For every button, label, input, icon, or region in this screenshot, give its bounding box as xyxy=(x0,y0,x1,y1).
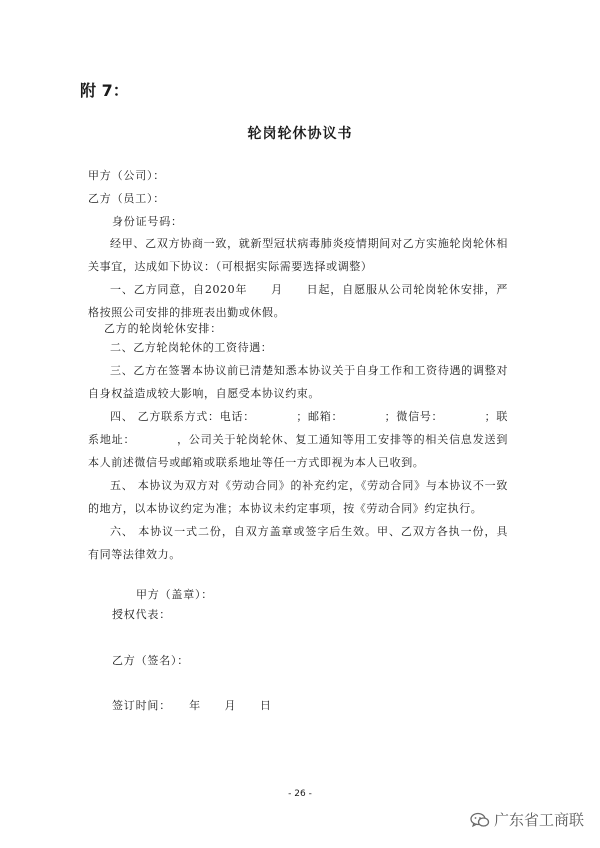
signature-party-b: 乙方（签名）： xyxy=(112,654,190,667)
rotation-arrangement-line: 乙方的轮岗轮休安排： xyxy=(104,322,222,335)
paragraph-4: 四、 乙方联系方式：电话： ；邮箱： ；微信号： ；联系地址： ，公司关于轮岗轮休、复工通知等用工安排等的相关信息发送到本人前述微信号或邮箱或联系地址等任一方式即视为本人已收到。 xyxy=(88,410,508,469)
watermark-text: 广东省工商联 xyxy=(494,811,585,829)
watermark xyxy=(470,809,584,830)
paragraph-5: 五、 本协议为双方对《劳动合同》的补充约定，《劳动合同》与本协议不一致的地方，以本协议约定为准；本协议未约定事项，按《劳动合同》约定执行。 xyxy=(88,479,508,515)
signing-date: 签订时间： 年 月 日 xyxy=(112,699,272,712)
wechat-icon xyxy=(470,812,490,828)
paragraph-2: 二、乙方轮岗轮休的工资待遇： xyxy=(110,341,273,354)
paragraph-1: 一、乙方同意，自2020年 月 日起，自愿服从公司轮岗轮休安排，严格按照公司安排的排班表出勤或休假。 xyxy=(88,283,508,319)
party-a-line: 甲方（公司）： xyxy=(88,169,166,182)
id-number-line: 身份证号码： xyxy=(112,215,183,228)
paragraph-intro: 经甲、乙双方协商一致，就新型冠状病毒肺炎疫情期间对乙方实施轮岗轮休相关事宜，达成如下协议：（可根据实际需要选择或调整） xyxy=(88,237,508,273)
annex-label: 附 7： xyxy=(80,81,129,100)
signature-party-a: 甲方（盖章）： xyxy=(136,588,214,601)
party-b-line: 乙方（员工）： xyxy=(88,192,166,205)
authorized-representative: 授权代表： xyxy=(112,608,171,621)
document-title: 轮岗轮休协议书 xyxy=(247,126,353,142)
paragraph-3: 三、乙方在签署本协议前已清楚知悉本协议关于自身工作和工资待遇的调整对自身权益造成较大影响，自愿受本协议约束。 xyxy=(88,364,508,400)
paragraph-6: 六、 本协议一式二份，自双方盖章或签字后生效。甲、乙双方各执一份，具有同等法律效力。 xyxy=(88,525,508,561)
page-number: - 26 - xyxy=(288,789,312,799)
